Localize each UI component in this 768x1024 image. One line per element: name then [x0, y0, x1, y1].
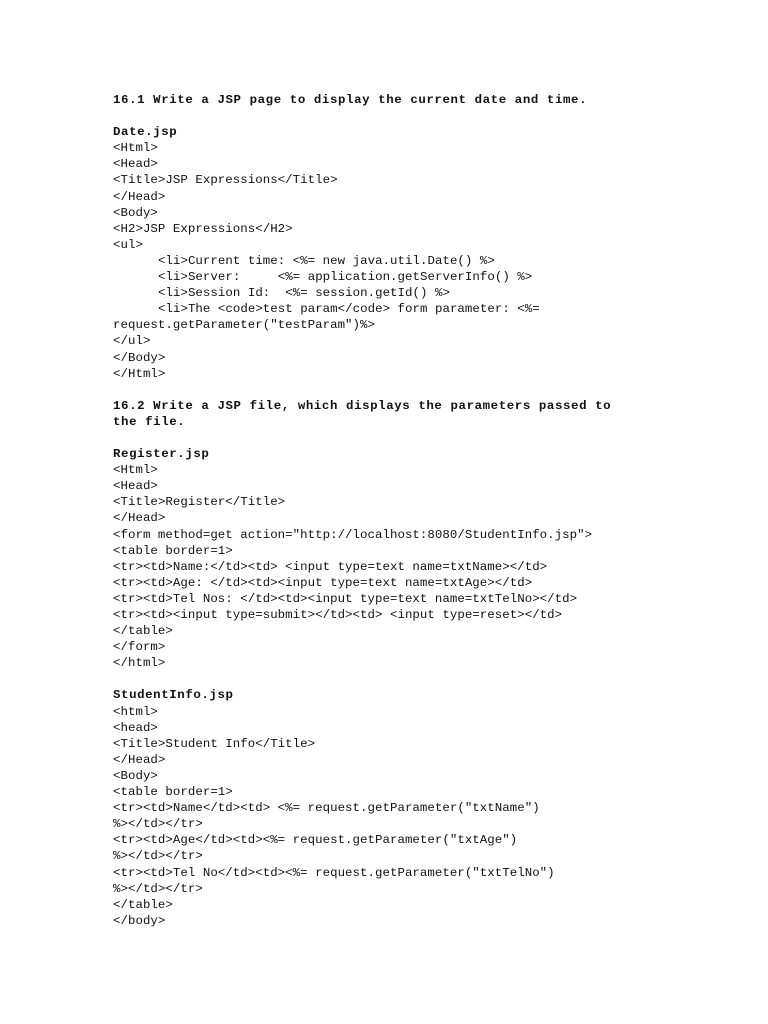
code-file-date-jsp — [113, 124, 733, 382]
code-line: <tr><td>Age: </td><td><input type=text name=txtAge></td> — [113, 575, 533, 590]
spacer — [113, 671, 733, 687]
file-name: StudentInfo.jsp — [113, 688, 234, 703]
code-line: <Html> — [113, 463, 158, 478]
code-line: <table border=1> — [113, 785, 233, 800]
code-line: <li>The <code>test param</code> form parameter: <%= — [158, 302, 540, 317]
section-heading: 16.1 Write a JSP page to display the current date and time. — [113, 93, 588, 107]
code-line: <tr><td>Name</td><td> <%= request.getParameter("txtName") — [113, 801, 540, 816]
code-line: <tr><td><input type=submit></td><td> <input type=reset></td> — [113, 608, 563, 622]
code-line: <H2>JSP Expressions</H2> — [113, 221, 293, 236]
code-line: <Body> — [113, 768, 158, 783]
spacer — [113, 430, 733, 446]
code-line: <li>Current time: <%= new java.util.Date() %> — [158, 253, 495, 268]
code-line: <tr><td>Age</td><td><%= request.getParameter("txtAge") — [113, 833, 518, 848]
code-line: <Title>Register</Title> — [113, 495, 286, 510]
code-line: <html> — [113, 704, 158, 719]
code-line: <li>Session Id: <%= session.getId() %> — [158, 286, 450, 301]
code-line: </Body> — [113, 350, 166, 365]
file-name: Date.jsp — [113, 125, 178, 140]
code-line: %></td></tr> — [113, 881, 203, 896]
code-line: <tr><td>Tel Nos: </td><td><input type=text name=txtTelNo></td> — [113, 591, 578, 606]
code-line: <head> — [113, 720, 158, 735]
code-line: <form method=get action="http://localhost:8080/StudentInfo.jsp"> — [113, 527, 593, 542]
code-file-studentinfo-jsp — [113, 687, 733, 928]
code-line: %></td></tr> — [113, 849, 203, 864]
section-16-1 — [113, 92, 733, 398]
section-heading: 16.2 Write a JSP file, which displays the parameters passed to — [113, 398, 612, 413]
document-page — [113, 92, 733, 929]
code-line: </ul> — [113, 334, 151, 349]
spacer — [113, 382, 733, 398]
code-line: </form> — [113, 640, 166, 655]
code-line: %></td></tr> — [113, 817, 203, 832]
code-line: <ul> — [113, 237, 143, 252]
code-file-register-jsp — [113, 446, 733, 671]
spacer — [113, 108, 733, 124]
code-line: <Html> — [113, 141, 158, 156]
code-line: </body> — [113, 913, 166, 928]
code-line: <Title>Student Info</Title> — [113, 736, 316, 751]
code-line: <Body> — [113, 205, 158, 220]
code-line: </html> — [113, 656, 166, 671]
code-line: <Head> — [113, 157, 158, 172]
code-line: <tr><td>Tel No</td><td><%= request.getParameter("txtTelNo") — [113, 865, 555, 880]
code-line: <tr><td>Name:</td><td> <input type=text name=txtName></td> — [113, 559, 548, 574]
code-line: <Title>JSP Expressions</Title> — [113, 173, 338, 188]
code-line: </Html> — [113, 366, 166, 381]
code-line: <table border=1> — [113, 543, 233, 558]
code-line: <li>Server: <%= application.getServerInfo() %> — [158, 270, 533, 285]
code-line: <Head> — [113, 479, 158, 494]
code-line: request.getParameter("testParam")%> — [113, 318, 375, 333]
code-line: </Head> — [113, 752, 166, 767]
code-line: </table> — [113, 897, 173, 912]
file-name: Register.jsp — [113, 447, 210, 462]
code-line: </table> — [113, 624, 173, 639]
section-heading: the file. — [113, 414, 186, 429]
code-line: </Head> — [113, 189, 166, 204]
section-16-2 — [113, 398, 733, 929]
code-line: </Head> — [113, 511, 166, 526]
